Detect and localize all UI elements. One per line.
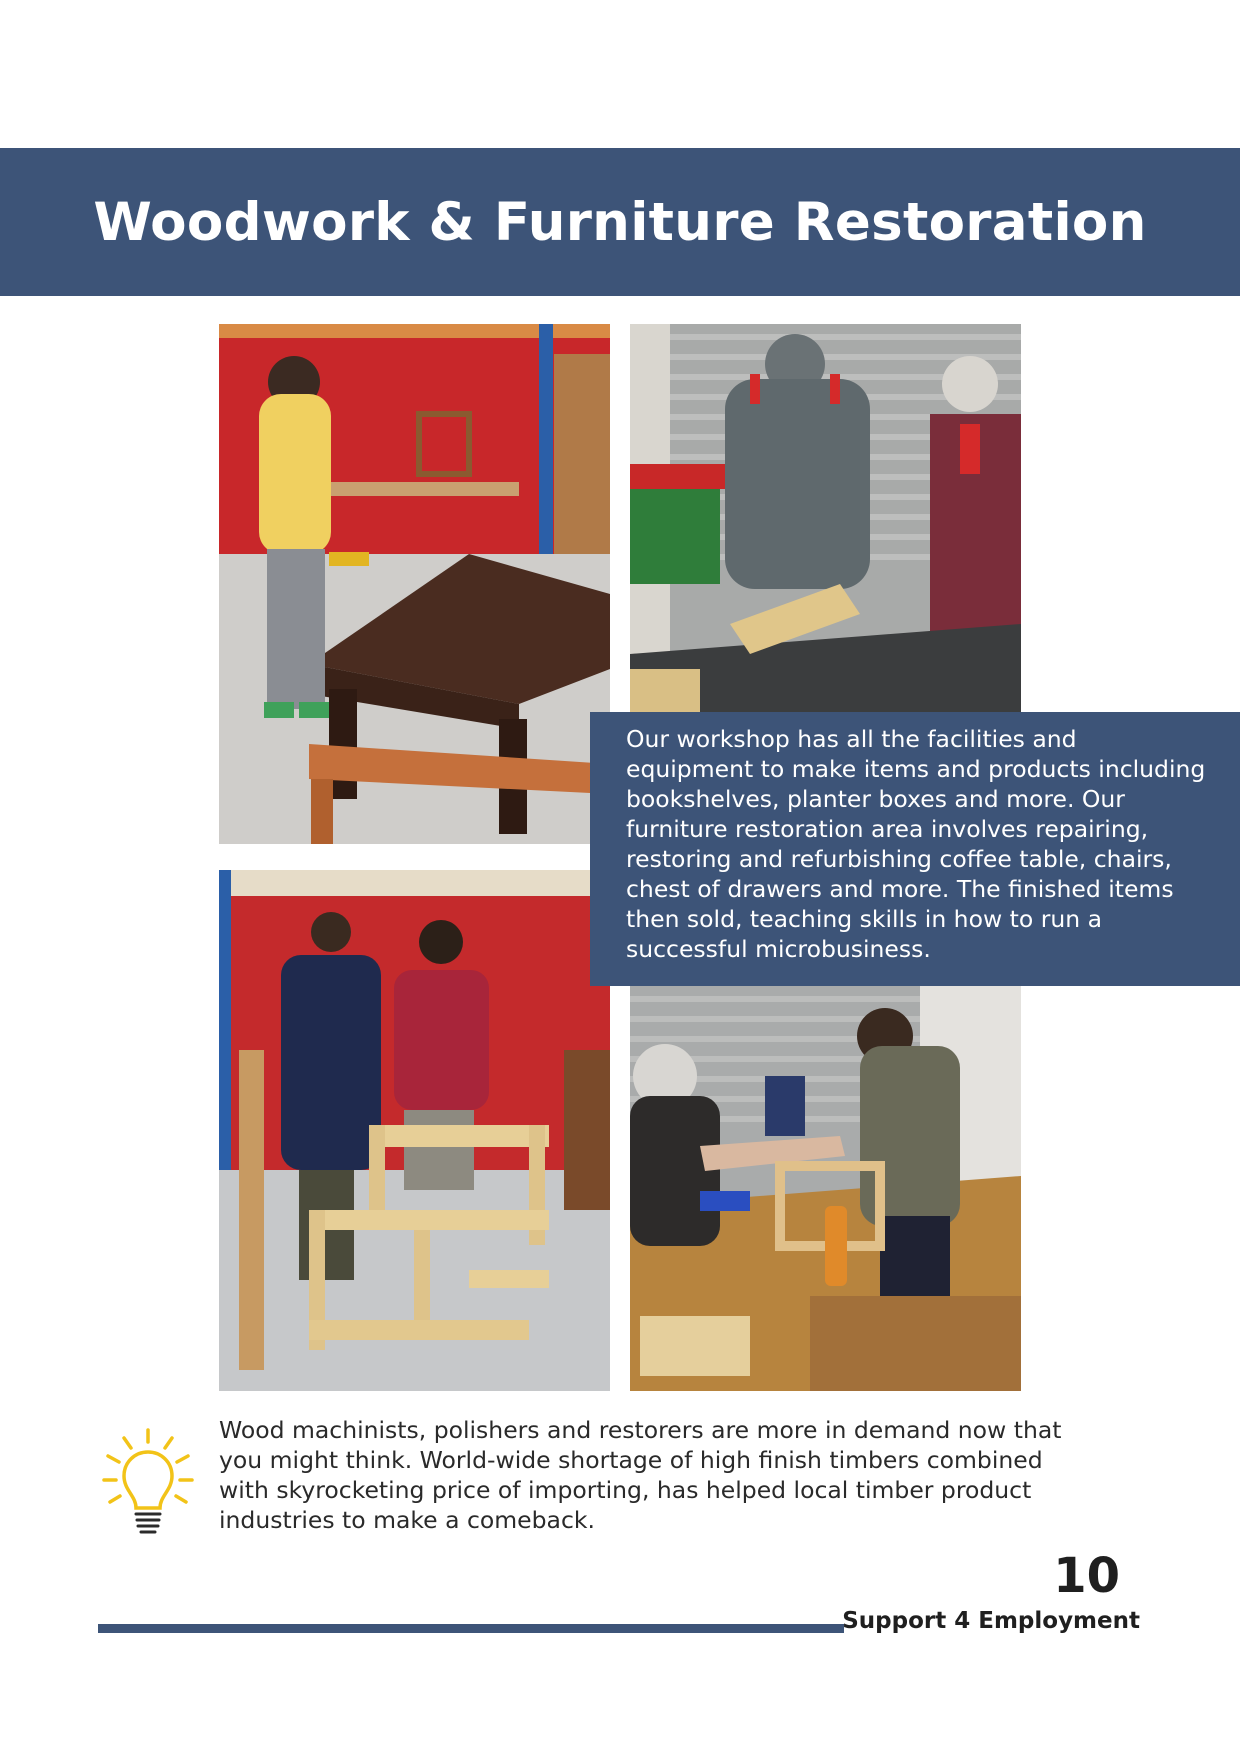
page-number: 10	[1053, 1548, 1120, 1604]
photo-table-saw	[630, 324, 1021, 712]
header-band	[0, 148, 1240, 296]
footer-rule	[98, 1624, 844, 1633]
workshop-callout	[590, 712, 1240, 986]
callout-text: Our workshop has all the facilities and equipment to make items and products including bookshelves, planter boxes and more. Our furniture restoration area involves repairing, restoring and refurbishing coffee table, chairs, chest of drawers and more. The finished items then sold, teaching skills in how to run a successful microbusiness.	[626, 725, 1206, 963]
photo-planter-box	[630, 986, 1021, 1391]
photo-sanding-table	[219, 324, 610, 844]
tip-text: Wood machinists, polishers and restorers are more in demand now that you might think. World-wide shortage of high finish timbers combined with skyrocketing price of importing, has helped local timber product industries to make a comeback.	[219, 1416, 1062, 1534]
photo-bookshelf	[219, 870, 610, 1391]
page-title: Woodwork & Furniture Restoration	[93, 191, 1147, 253]
lightbulb-icon	[100, 1428, 196, 1534]
org-name: Support 4 Employment	[842, 1608, 1140, 1634]
